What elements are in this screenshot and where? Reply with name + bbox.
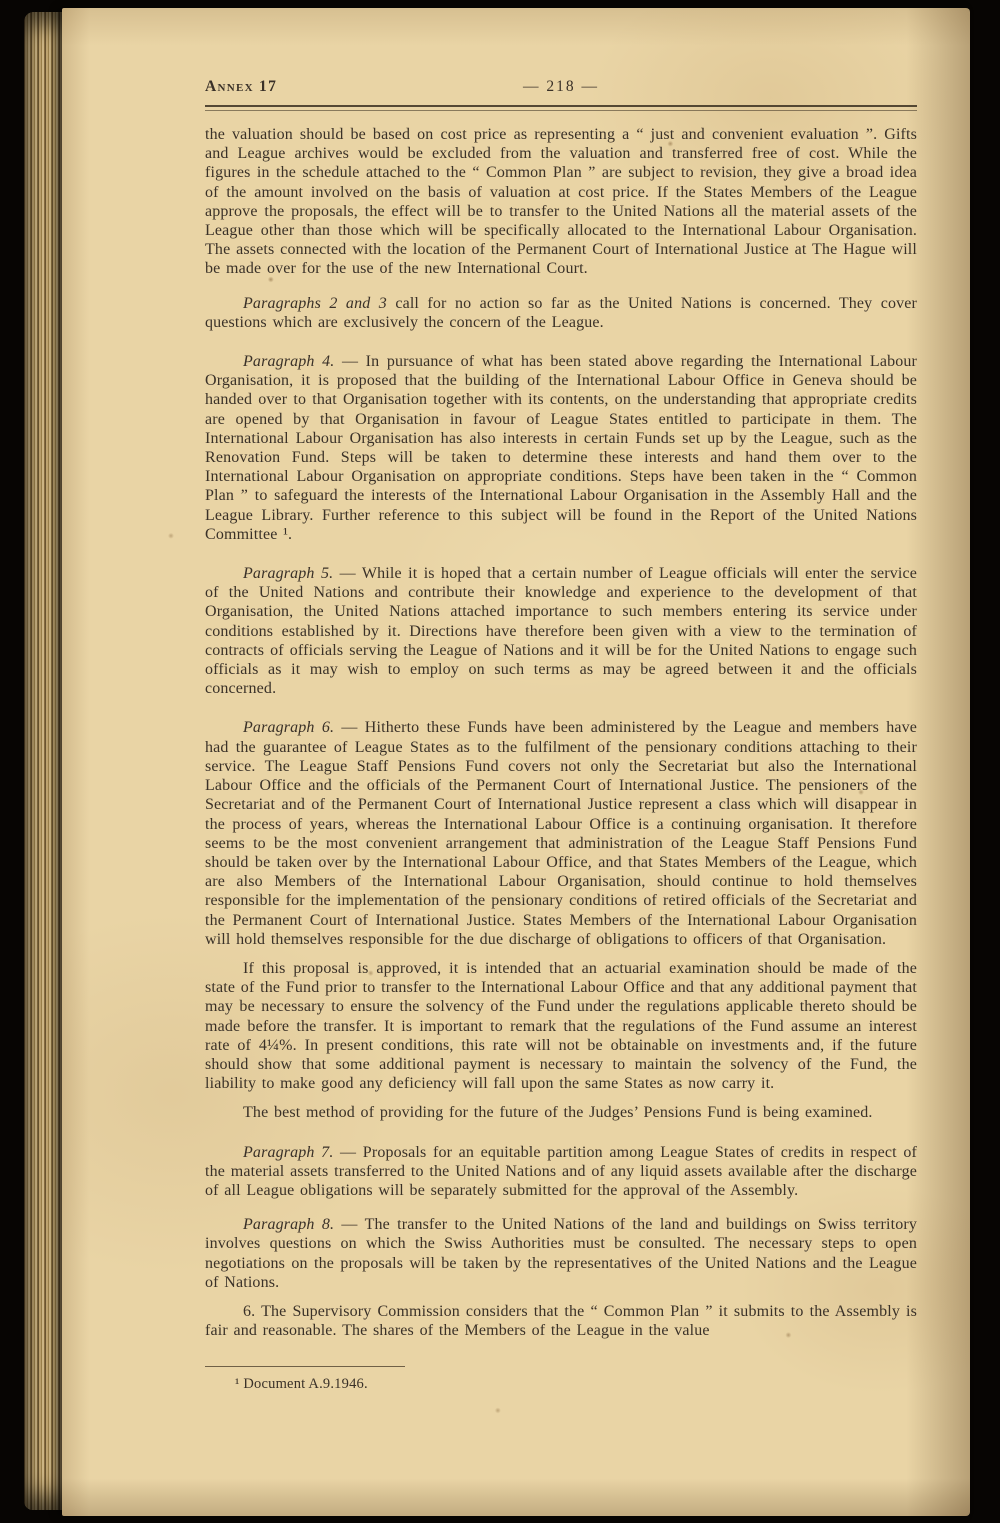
- page-header: [205, 78, 917, 98]
- paragraph-text: — In pursuance of what has been stated above regarding the International Labour Organisation, it is proposed that the building of the International Labour Office in Geneva should be handed over to that Organisation together with its contents, on the understanding that appropriate credits are opened by that Organisation in favour of League States entitled to participate in them. The International Labour Organisation has also interests in certain Funds set up by the League, such as the Renovation Fund. Steps will be taken to determine these interests and hand them over to the International Labour Organisation on appropriate conditions. Steps have been taken in the “ Common Plan ” to safeguard the interests of the International Labour Organisation in the Assembly Hall and the League Library. Further reference to this subject will be found in the Report of the United Nations Committee ¹.: [205, 353, 917, 543]
- paragraph-lead: Paragraph 4.: [243, 353, 335, 371]
- header-rule-top: [205, 105, 917, 107]
- paragraph-text: — Proposals for an equitable partition among League States of credits in respect of the material assets transferred to the United Nations and of any liquid assets available after the discharge of all League obligations will be separately submitted for the approval of the Assembly.: [205, 1143, 917, 1199]
- paragraph-lead: Paragraph 8.: [243, 1216, 335, 1234]
- paragraph: [205, 1103, 917, 1122]
- page-content: [205, 78, 917, 1393]
- paragraph-text: If this proposal is approved, it is intended that an actuarial examination should be made of the state of the Fund prior to transfer to the International Labour Office and that any additional payment that may be necessary to ensure the solvency of the Fund under the regulations applicable thereto should be made before the transfer. It is important to remark that the regulations of the Fund assume an interest rate of 4¼%. In present conditions, this rate will not be obtainable on investments and, if the future should show that some additional payment is necessary to maintain the solvency of the Fund, the liability to make good any deficiency will fall upon the same States as now carry it.: [205, 959, 917, 1093]
- book-page-edges: [24, 12, 66, 1510]
- paragraph-text: — While it is hoped that a certain number of League officials will enter the service of the United Nations and contribute their knowledge and experience to the development of that Organisation, the United Nations attached importance to such members entering its service under conditions established by it. Directions have therefore been given with a view to the termination of contracts of officials serving the League of Nations and it will be for the United Nations to engage such officials as it may wish to employ on such terms as may be agreed between it and the officials concerned.: [205, 565, 917, 698]
- body-text: [205, 125, 917, 1340]
- paragraph: [205, 1302, 917, 1340]
- footnote-divider: [205, 1366, 405, 1367]
- paragraph-text: The best method of providing for the future of the Judges’ Pensions Fund is being examined.: [243, 1104, 873, 1122]
- paragraph: [205, 564, 917, 698]
- paragraph: [205, 959, 917, 1093]
- paragraph-lead: Paragraph 5.: [243, 565, 334, 583]
- paragraph: [205, 294, 917, 332]
- document-page: [62, 8, 970, 1516]
- paragraph: [205, 125, 917, 279]
- paragraph-lead: Paragraphs 2 and 3: [243, 294, 387, 312]
- paragraph: [205, 718, 917, 948]
- paragraph: [205, 1215, 917, 1292]
- annex-label: Annex 17: [205, 78, 278, 95]
- paragraph-text: the valuation should be based on cost price as representing a “ just and convenient evaluation ”. Gifts and League archives would be excluded from the valuation and transferred free of cost. While the figures in the schedule attached to the “ Common Plan ” are subject to revision, they give a broad idea of the amount involved on the basis of valuation at cost price. If the States Members of the League approve the proposals, the effect will be to transfer to the United Nations all the material assets of the League other than those which will be specifically allocated to the International Labour Organisation. The assets connected with the location of the Permanent Court of International Justice at The Hague will be made over for the use of the new International Court.: [205, 126, 917, 278]
- header-rule-bottom: [205, 110, 917, 111]
- paragraph-text: call for no action so far as the United Nations is concerned. They cover questions which are exclusively the concern of the League.: [205, 294, 917, 331]
- paragraph-lead: Paragraph 6.: [243, 719, 335, 737]
- paragraph: [205, 1143, 917, 1201]
- paragraph-text: 6. The Supervisory Commission considers that the “ Common Plan ” it submits to the Assembly is fair and reasonable. The shares of the Members of the League in the value: [205, 1302, 917, 1340]
- paragraph: [205, 352, 917, 544]
- footnote: ¹ Document A.9.1946.: [235, 1376, 368, 1393]
- paragraph-lead: Paragraph 7.: [243, 1143, 334, 1161]
- page-number: — 218 —: [523, 78, 599, 95]
- paragraph-text: — Hitherto these Funds have been administered by the League and members have had the guarantee of League States as to the fulfilment of the pensionary conditions attaching to their service. The League Staff Pensions Fund covers not only the Secretariat but also the International Labour Office and the officials of the Permanent Court of International Justice. The pensioners of the Secretariat and of the Permanent Court of International Justice represent a class which will disappear in the process of years, whereas the International Labour Office is a continuing organisation. It therefore seems to be the most convenient arrangement that administration of the League Staff Pensions Fund should be taken over by the International Labour Office, and that States Members of the League, which are also Members of the International Labour Organisation, should continue to hold themselves responsible for the implementation of the pensionary conditions of retired officials of the Secretariat and the Permanent Court of International Justice. States Members of the International Labour Organisation will hold themselves responsible for the due discharge of obligations to officers of that Organisation.: [205, 719, 917, 948]
- paragraph-text: — The transfer to the United Nations of the land and buildings on Swiss territory involves questions on which the Swiss Authorities must be consulted. The necessary steps to open negotiations on the proposals will be taken by the representatives of the United Nations and the League of Nations.: [205, 1216, 917, 1291]
